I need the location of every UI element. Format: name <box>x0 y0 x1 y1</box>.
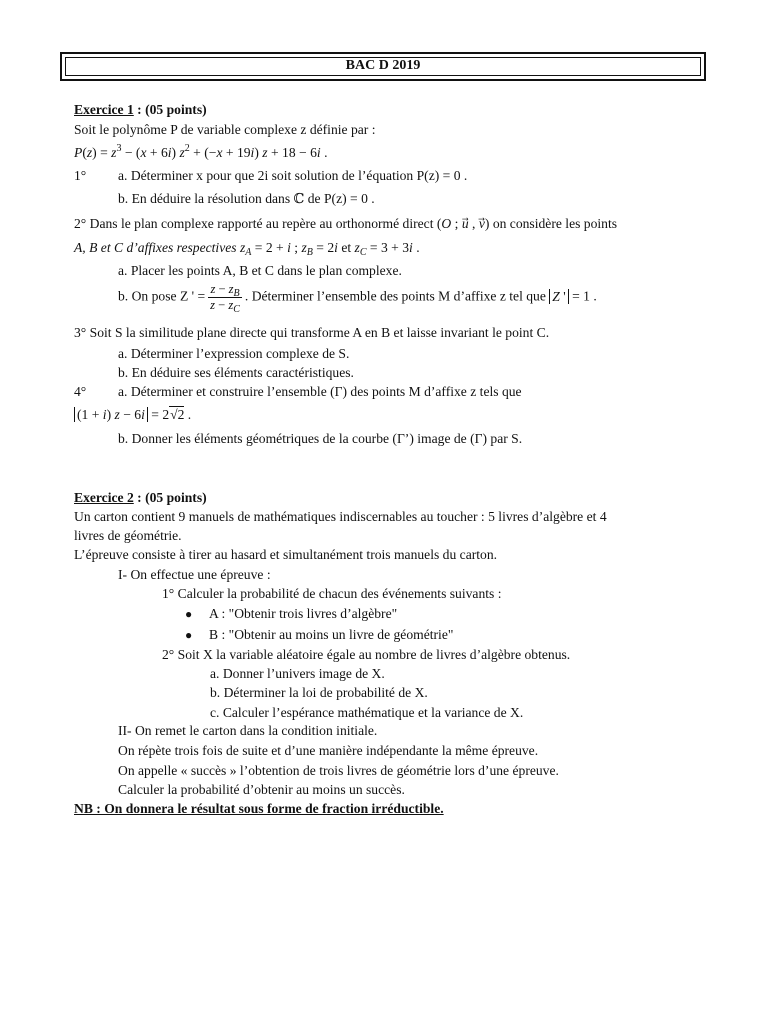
ex2-part2-line2: On répète trois fois de suite et d’une manière indépendante la même épreuve. <box>118 743 539 758</box>
ex2-q2b: b. Déterminer la loi de probabilité de X. <box>210 685 428 700</box>
ex2-para3: L’épreuve consiste à tirer au hasard et simultanément trois manuels du carton. <box>74 547 498 562</box>
ex1-q3: 3° Soit S la similitude plane directe qui transforme A en B et laisse invariant le point C. <box>74 325 550 340</box>
event-a: A : "Obtenir trois livres d’algèbre" <box>209 606 398 621</box>
ex1-intro: Soit le polynôme P de variable complexe z définie par : <box>74 122 376 137</box>
bullet-icon: ● <box>185 607 193 621</box>
z-prime-fraction: $\frac{z - z_B}{z - z_C}$ <box>210 282 240 315</box>
ex1-q2b-start: b. On pose <box>118 288 177 304</box>
exercise-2-label: Exercice 2 <box>74 490 134 505</box>
bullet-icon: ● <box>185 628 193 642</box>
ex1-q4-number: 4° <box>74 384 87 399</box>
title-frame <box>60 52 706 81</box>
ex2-part1-q2: 2° Soit X la variable aléatoire égale au nombre de livres d’algèbre obtenus. <box>162 647 571 662</box>
note: NB : On donnera le résultat sous forme de fraction irréductible. <box>74 801 444 816</box>
ex1-polynomial: $P(z) = z^3 - (x + 6i) z^2 + (-x + 19i) z + 18 - 6i$ . <box>74 143 328 160</box>
ex2-part1-q1: 1° Calculer la probabilité de chacun des événements suivants : <box>162 586 502 601</box>
ex2-q2c: c. Calculer l’espérance mathématique et la variance de X. <box>210 705 524 720</box>
ex2-para1: Un carton contient 9 manuels de mathématiques indiscernables au toucher : 5 livres d’algèbre et 4 <box>74 509 607 524</box>
ex1-q2b-end: . Déterminer l’ensemble des points M d’affixe z tel que <box>244 288 546 304</box>
ex1-q2-line1-text: 2° Dans le plan complexe rapporté au repère au orthonormé direct <box>74 216 434 231</box>
ex2-part2-line3: On appelle « succès » l’obtention de trois livres de géométrie lors d’une épreuve. <box>118 763 559 778</box>
ex2-part2-line4: Calculer la probabilité d’obtenir au moins un succès. <box>118 782 405 797</box>
ex1-q2-line2 <box>74 240 420 256</box>
ex1-q4-equation: (1 + i) z − 6i = 2√2 . <box>74 407 191 423</box>
ex2-para2: livres de géométrie. <box>74 528 182 543</box>
ex1-q1b: b. En déduire la résolution dans ℂ de P(z) = 0 . <box>118 191 375 206</box>
ex2-part1: I- On effectue une épreuve : <box>118 567 271 582</box>
ex1-q2-line1 <box>74 216 617 232</box>
exercise-1-heading <box>74 102 207 118</box>
ex1-q2b: b. On pose Z ' = $\frac{z - z_B}{z - z_C}$ . Déterminer l’ensemble des points M d’affixe z tel que Z ' = 1 . <box>118 282 597 315</box>
exercise-2-heading <box>74 490 207 506</box>
exercise-2-points: : (05 points) <box>133 490 207 505</box>
ex2-bullet-a <box>185 606 397 622</box>
affixes: $z_A = 2 + i$ ; $z_B = 2i$ et $z_C = 3 + 3i$ . <box>239 240 420 258</box>
ex2-q2a: a. Donner l’univers image de X. <box>210 666 385 681</box>
ex1-q2-line2-text: A, B et C d’affixes respectives <box>74 240 237 255</box>
ex2-bullet-b <box>185 627 453 643</box>
exercise-1-label: Exercice 1 <box>74 102 134 117</box>
ex1-q2-line1-end: on considère les points <box>492 216 618 231</box>
frame-notation: (O ; u⃗ , v⃗) <box>436 216 490 231</box>
ex1-q4b: b. Donner les éléments géométriques de la courbe (Γ’) image de (Γ) par S. <box>118 431 523 446</box>
ex1-q1a: a. Déterminer x pour que 2i soit solution de l’équation P(z) = 0 . <box>118 168 468 183</box>
ex2-part2: II- On remet le carton dans la condition initiale. <box>118 723 378 738</box>
event-b: B : "Obtenir au moins un livre de géométrie" <box>209 627 454 642</box>
ex1-q2a: a. Placer les points A, B et C dans le plan complexe. <box>118 263 402 278</box>
exercise-1-points: : (05 points) <box>133 102 207 117</box>
page-title: BAC D 2019 <box>65 57 701 76</box>
ex1-q4a: a. Déterminer et construire l’ensemble (Γ) des points M d’affixe z tels que <box>118 384 522 399</box>
ex1-q1-number: 1° <box>74 168 87 183</box>
ex1-q3b: b. En déduire ses éléments caractéristiques. <box>118 365 354 380</box>
ex1-q3a: a. Déterminer l’expression complexe de S. <box>118 346 350 361</box>
